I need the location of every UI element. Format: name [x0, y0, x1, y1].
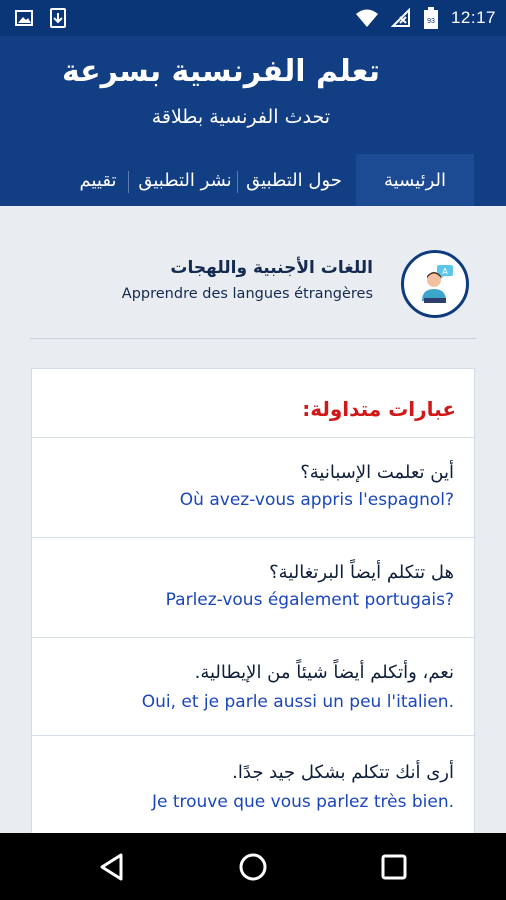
section-divider	[30, 338, 476, 339]
section-subtitle: Apprendre des langues étrangères	[121, 286, 373, 302]
phrase-row[interactable]	[32, 437, 476, 537]
home-icon[interactable]	[237, 851, 269, 883]
svg-text:A: A	[442, 267, 448, 276]
tab-bar	[0, 154, 506, 206]
battery-level: 93	[427, 18, 435, 25]
status-bar	[0, 0, 506, 36]
download-icon	[48, 8, 68, 28]
back-icon[interactable]	[97, 851, 129, 883]
tab-share[interactable]: نشر التطبيق	[138, 169, 232, 191]
tab-rate[interactable]: تقييم	[79, 169, 117, 191]
tab-divider	[128, 171, 129, 193]
tab-divider	[237, 171, 238, 193]
phrase-arabic: هل تتكلم أيضاً البرتغالية؟	[269, 562, 454, 583]
phrase-arabic: نعم، وأتكلم أيضاً شيئاً من الإيطالية.	[194, 662, 454, 683]
tab-about[interactable]: حول التطبيق	[246, 169, 342, 191]
section-title: اللغات الأجنبية واللهجات	[170, 258, 373, 278]
wifi-icon	[355, 8, 379, 28]
app-header	[0, 36, 506, 206]
phrase-french: Oui, et je parle aussi un peu l'italien.	[141, 692, 454, 712]
no-signal-icon	[391, 8, 411, 28]
phrase-french: Je trouve que vous parlez très bien.	[151, 792, 454, 812]
language-section[interactable]	[0, 206, 506, 366]
phrases-card	[31, 368, 475, 838]
phrase-row[interactable]	[32, 735, 476, 839]
recents-icon[interactable]	[378, 851, 410, 883]
student-language-icon	[401, 250, 469, 318]
card-title: عبارات متداولة:	[302, 397, 456, 421]
phrase-french: Parlez-vous également portugais?	[165, 590, 454, 610]
phrase-row[interactable]	[32, 537, 476, 637]
battery-icon	[423, 7, 439, 29]
phrase-arabic: أرى أنك تتكلم بشكل جيد جدًا.	[232, 762, 454, 783]
clock: 12:17	[450, 8, 496, 27]
phrase-arabic: أين تعلمت الإسبانية؟	[300, 462, 454, 483]
app-subtitle: تحدث الفرنسية بطلاقة	[151, 106, 330, 128]
tab-home[interactable]: الرئيسية	[356, 154, 474, 206]
navigation-bar	[0, 833, 506, 900]
image-icon	[14, 8, 34, 28]
phrase-row[interactable]	[32, 637, 476, 735]
phrase-french: Où avez-vous appris l'espagnol?	[179, 490, 454, 510]
app-title: تعلم الفرنسية بسرعة	[61, 54, 380, 89]
